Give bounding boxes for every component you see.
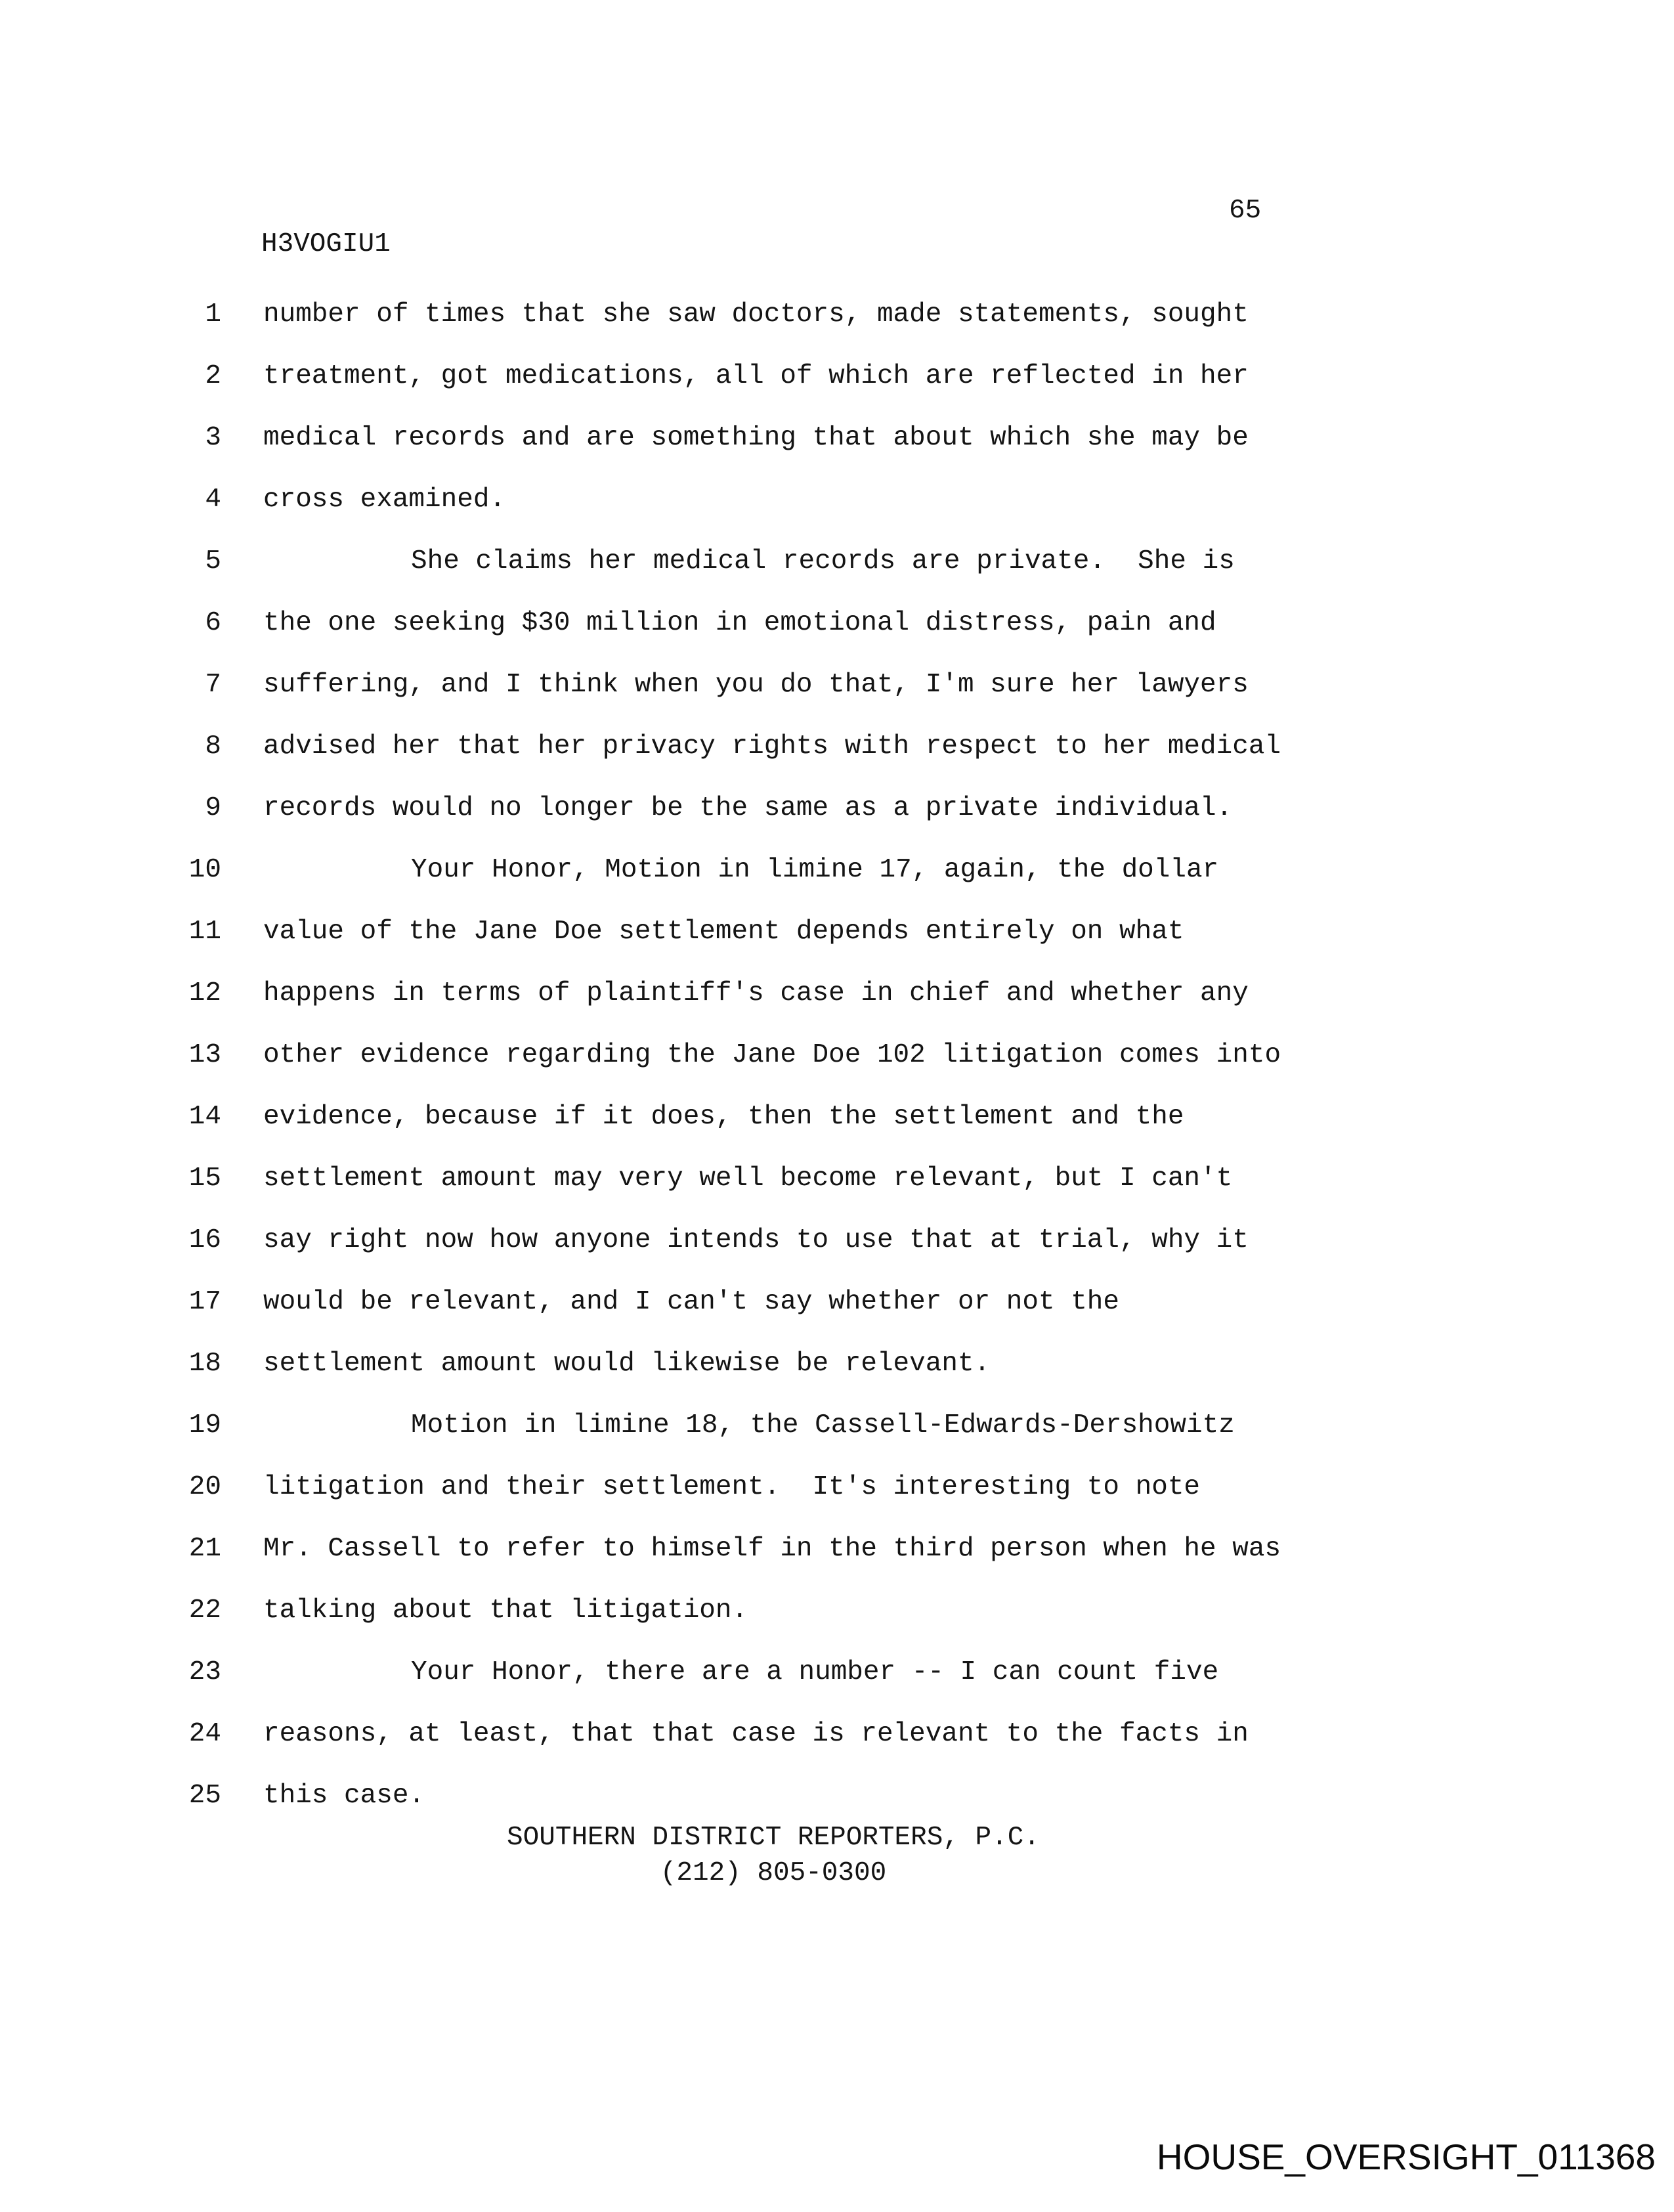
transcript-line bbox=[0, 1456, 1674, 1518]
transcript-line bbox=[0, 345, 1674, 407]
line-number: 8 bbox=[205, 731, 221, 762]
line-number: 12 bbox=[188, 978, 221, 1008]
line-number: 2 bbox=[205, 361, 221, 391]
transcript-line bbox=[0, 716, 1674, 777]
transcript-line bbox=[0, 654, 1674, 716]
line-text: Your Honor, there are a number -- I can count five bbox=[411, 1657, 1219, 1687]
transcript-line bbox=[0, 963, 1674, 1024]
transcript-line bbox=[0, 592, 1674, 654]
transcript-line bbox=[0, 1765, 1674, 1827]
line-text: cross examined. bbox=[263, 485, 506, 515]
line-text: Your Honor, Motion in limine 17, again, the dollar bbox=[411, 855, 1219, 885]
line-number: 14 bbox=[188, 1102, 221, 1132]
transcript-line bbox=[0, 1580, 1674, 1641]
line-text: reasons, at least, that that case is relevant to the facts in bbox=[263, 1719, 1249, 1749]
transcript-line bbox=[0, 1024, 1674, 1086]
line-text: happens in terms of plaintiff's case in chief and whether any bbox=[263, 978, 1249, 1008]
line-number: 4 bbox=[205, 485, 221, 515]
line-number: 24 bbox=[188, 1719, 221, 1749]
line-number: 1 bbox=[205, 299, 221, 330]
transcript-line bbox=[0, 1333, 1674, 1395]
line-text: suffering, and I think when you do that, I'm sure her lawyers bbox=[263, 670, 1249, 700]
line-text: value of the Jane Doe settlement depends entirely on what bbox=[263, 917, 1184, 947]
line-number: 7 bbox=[205, 670, 221, 700]
reporter-phone: (212) 805-0300 bbox=[660, 1858, 887, 1888]
line-number: 19 bbox=[188, 1410, 221, 1441]
line-number: 20 bbox=[188, 1472, 221, 1502]
transcript-line bbox=[0, 1271, 1674, 1333]
transcript-line bbox=[0, 777, 1674, 839]
line-text: records would no longer be the same as a private individual. bbox=[263, 793, 1233, 823]
transcript-line bbox=[0, 1395, 1674, 1456]
session-id: H3VOGIU1 bbox=[261, 229, 391, 259]
transcript-line bbox=[0, 1148, 1674, 1209]
line-text: number of times that she saw doctors, made statements, sought bbox=[263, 299, 1249, 330]
transcript-line bbox=[0, 469, 1674, 531]
line-number: 22 bbox=[188, 1595, 221, 1626]
line-number: 13 bbox=[188, 1040, 221, 1070]
transcript-line bbox=[0, 531, 1674, 592]
line-text: evidence, because if it does, then the settlement and the bbox=[263, 1102, 1184, 1132]
line-text: litigation and their settlement. It's interesting to note bbox=[263, 1472, 1201, 1502]
line-text: advised her that her privacy rights with respect to her medical bbox=[263, 731, 1281, 762]
line-number: 16 bbox=[188, 1225, 221, 1255]
line-text: say right now how anyone intends to use that at trial, why it bbox=[263, 1225, 1249, 1255]
bates-stamp-watermark: HOUSE_OVERSIGHT_011368 bbox=[1156, 2136, 1656, 2177]
transcript-line bbox=[0, 1641, 1674, 1703]
line-number: 9 bbox=[205, 793, 221, 823]
line-text: Mr. Cassell to refer to himself in the third person when he was bbox=[263, 1534, 1281, 1564]
transcript-line bbox=[0, 1518, 1674, 1580]
transcript-line bbox=[0, 839, 1674, 901]
line-number: 18 bbox=[188, 1349, 221, 1379]
line-number: 15 bbox=[188, 1163, 221, 1194]
line-text: settlement amount may very well become relevant, but I can't bbox=[263, 1163, 1233, 1194]
line-number: 3 bbox=[205, 423, 221, 453]
transcript-line bbox=[0, 407, 1674, 469]
line-text: medical records and are something that about which she may be bbox=[263, 423, 1249, 453]
line-text: Motion in limine 18, the Cassell-Edwards-Dershowitz bbox=[411, 1410, 1235, 1441]
line-number: 10 bbox=[188, 855, 221, 885]
line-text: talking about that litigation. bbox=[263, 1595, 748, 1626]
line-number: 11 bbox=[188, 917, 221, 947]
reporter-organization: SOUTHERN DISTRICT REPORTERS, P.C. bbox=[507, 1823, 1040, 1853]
line-number: 25 bbox=[188, 1781, 221, 1811]
line-number: 21 bbox=[188, 1534, 221, 1564]
line-number: 17 bbox=[188, 1287, 221, 1317]
transcript-line bbox=[0, 1209, 1674, 1271]
reporter-footer bbox=[263, 1820, 1284, 1891]
transcript-line bbox=[0, 284, 1674, 345]
transcript-line bbox=[0, 1086, 1674, 1148]
line-text: the one seeking $30 million in emotional distress, pain and bbox=[263, 608, 1216, 638]
line-number: 5 bbox=[205, 546, 221, 576]
transcript-line bbox=[0, 901, 1674, 963]
transcript-line bbox=[0, 1703, 1674, 1765]
line-number: 23 bbox=[188, 1657, 221, 1687]
transcript-body bbox=[0, 284, 1674, 1827]
page-number: 65 bbox=[1229, 196, 1262, 226]
line-text: settlement amount would likewise be relevant. bbox=[263, 1349, 991, 1379]
line-number: 6 bbox=[205, 608, 221, 638]
line-text: other evidence regarding the Jane Doe 102 litigation comes into bbox=[263, 1040, 1281, 1070]
line-text: would be relevant, and I can't say whether or not the bbox=[263, 1287, 1120, 1317]
line-text: this case. bbox=[263, 1781, 425, 1811]
line-text: She claims her medical records are private. She is bbox=[411, 546, 1235, 576]
line-text: treatment, got medications, all of which are reflected in her bbox=[263, 361, 1249, 391]
